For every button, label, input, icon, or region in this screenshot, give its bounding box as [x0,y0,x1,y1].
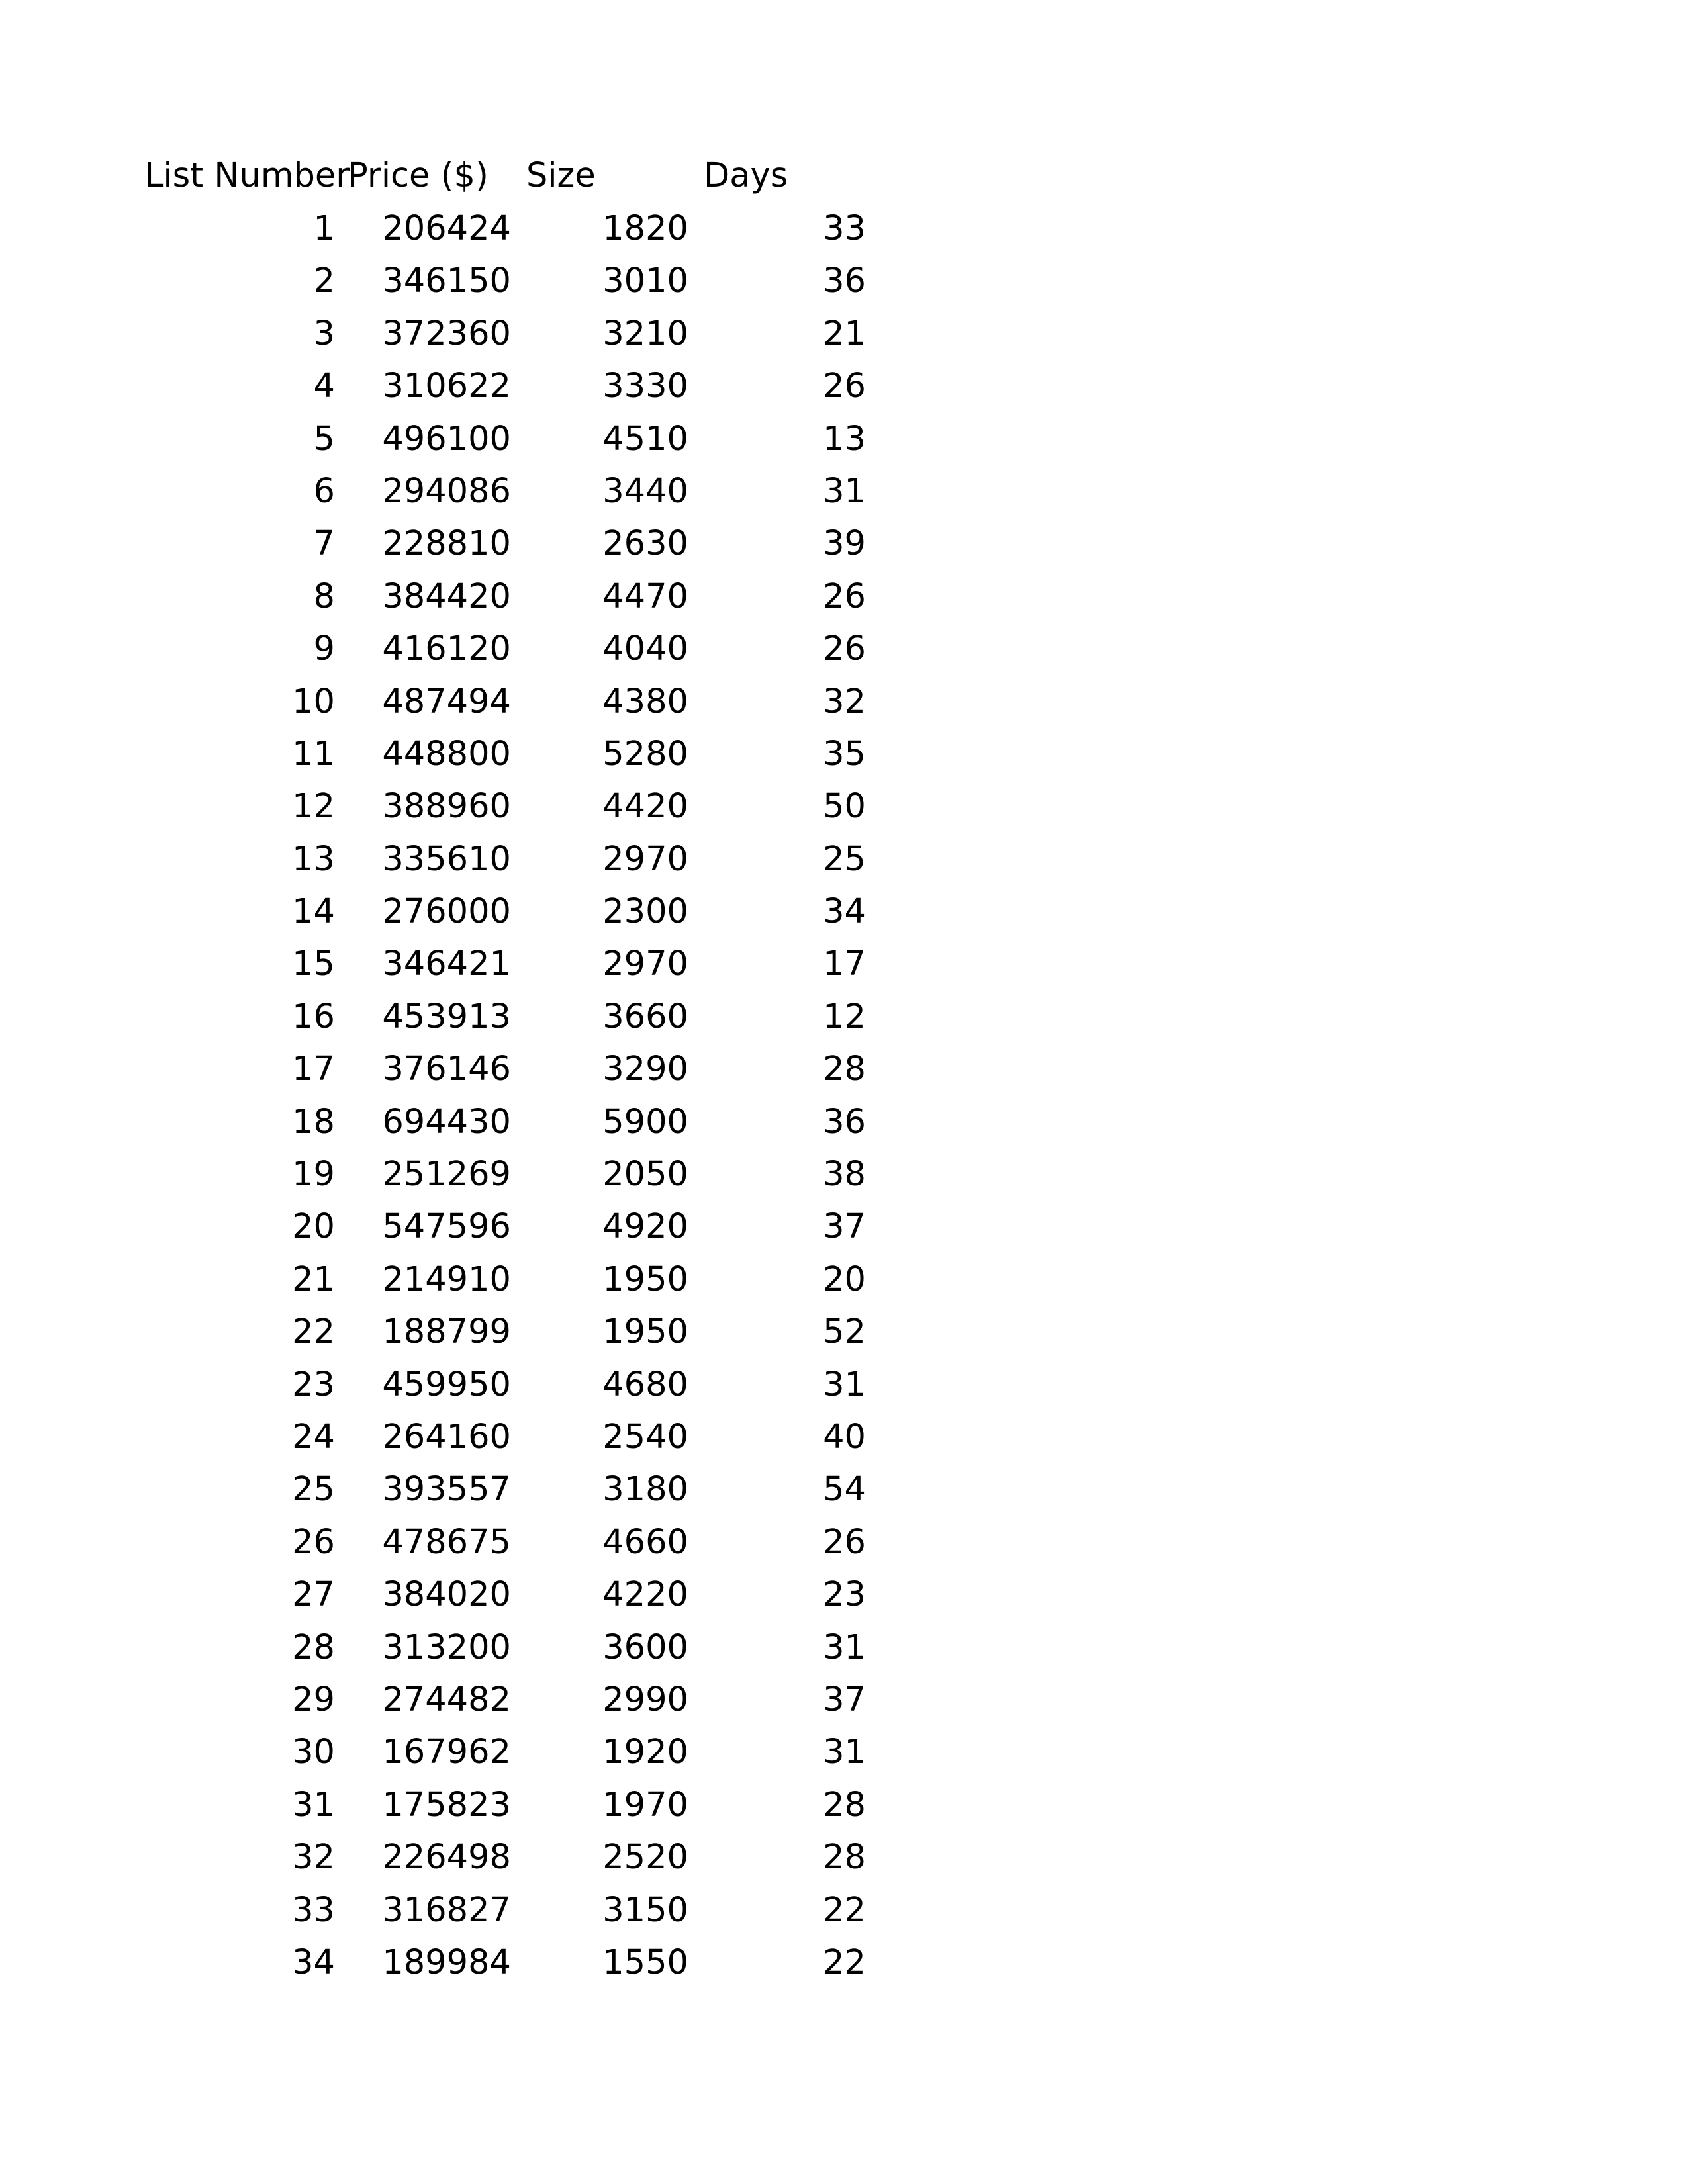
cell-size: 4380 [602,682,688,721]
cell-size: 1550 [602,1942,688,1982]
cell-price: 274482 [382,1680,511,1719]
table-row [0,1201,927,1253]
cell-price: 416120 [382,629,511,669]
cell-days: 32 [823,682,866,721]
cell-price: 487494 [382,682,511,721]
cell-days: 23 [823,1575,866,1615]
cell-days: 50 [823,787,866,827]
cell-price: 694430 [382,1102,511,1142]
cell-size: 4220 [602,1575,688,1615]
table-row [0,255,927,307]
cell-list-number: 7 [313,524,335,564]
cell-size: 4470 [602,576,688,616]
table-row [0,991,927,1043]
cell-list-number: 32 [292,1838,335,1878]
cell-list-number: 14 [292,892,335,932]
table-row [0,1674,927,1726]
cell-days: 28 [823,1785,866,1825]
table-row [0,203,927,255]
cell-price: 393557 [382,1470,511,1510]
cell-price: 388960 [382,787,511,827]
cell-price: 251269 [382,1155,511,1195]
cell-days: 26 [823,576,866,616]
cell-size: 3660 [602,997,688,1036]
cell-size: 2630 [602,524,688,564]
table-row [0,465,927,518]
cell-price: 459950 [382,1365,511,1404]
table-row [0,1569,927,1621]
cell-size: 2970 [602,839,688,879]
cell-list-number: 31 [292,1785,335,1825]
table-row [0,1516,927,1569]
header-size: Size [526,156,596,195]
cell-days: 22 [823,1942,866,1982]
cell-price: 346421 [382,944,511,984]
cell-price: 276000 [382,892,511,932]
table-row [0,728,927,780]
cell-size: 1950 [602,1259,688,1299]
cell-size: 4420 [602,787,688,827]
cell-price: 453913 [382,997,511,1036]
cell-days: 37 [823,1680,866,1719]
cell-list-number: 11 [292,734,335,774]
cell-price: 384020 [382,1575,511,1615]
cell-price: 189984 [382,1942,511,1982]
cell-price: 226498 [382,1838,511,1878]
table-row [0,360,927,412]
cell-list-number: 21 [292,1259,335,1299]
table-row [0,1306,927,1358]
cell-size: 1920 [602,1733,688,1772]
cell-price: 547596 [382,1207,511,1247]
cell-days: 31 [823,1733,866,1772]
cell-list-number: 18 [292,1102,335,1142]
cell-size: 3330 [602,367,688,406]
cell-list-number: 10 [292,682,335,721]
cell-list-number: 30 [292,1733,335,1772]
cell-list-number: 17 [292,1050,335,1089]
cell-list-number: 1 [313,209,335,248]
cell-list-number: 34 [292,1942,335,1982]
table-body [0,203,927,1989]
cell-days: 40 [823,1417,866,1457]
cell-days: 34 [823,892,866,932]
cell-size: 2300 [602,892,688,932]
cell-list-number: 9 [313,629,335,669]
cell-size: 5900 [602,1102,688,1142]
cell-size: 4040 [602,629,688,669]
cell-list-number: 19 [292,1155,335,1195]
cell-size: 4510 [602,419,688,459]
cell-size: 2970 [602,944,688,984]
table-row [0,1936,927,1989]
cell-price: 294086 [382,471,511,511]
cell-list-number: 3 [313,314,335,353]
cell-price: 316827 [382,1890,511,1930]
cell-size: 4660 [602,1522,688,1562]
cell-price: 206424 [382,209,511,248]
cell-list-number: 24 [292,1417,335,1457]
cell-list-number: 15 [292,944,335,984]
table-row [0,1726,927,1778]
cell-size: 2050 [602,1155,688,1195]
cell-size: 3600 [602,1627,688,1667]
table-row [0,1148,927,1201]
cell-price: 372360 [382,314,511,353]
cell-price: 264160 [382,1417,511,1457]
table-row [0,413,927,465]
table-row [0,1779,927,1831]
cell-size: 5280 [602,734,688,774]
cell-size: 1970 [602,1785,688,1825]
cell-price: 346150 [382,261,511,301]
cell-list-number: 8 [313,576,335,616]
cell-days: 22 [823,1890,866,1930]
cell-days: 37 [823,1207,866,1247]
cell-list-number: 6 [313,471,335,511]
cell-list-number: 25 [292,1470,335,1510]
cell-size: 3180 [602,1470,688,1510]
cell-list-number: 28 [292,1627,335,1667]
cell-list-number: 20 [292,1207,335,1247]
cell-list-number: 16 [292,997,335,1036]
cell-days: 12 [823,997,866,1036]
cell-list-number: 2 [313,261,335,301]
cell-days: 21 [823,314,866,353]
table-row [0,1096,927,1148]
table-row [0,1359,927,1411]
cell-days: 31 [823,1627,866,1667]
table-row [0,623,927,675]
cell-size: 4680 [602,1365,688,1404]
cell-days: 26 [823,1522,866,1562]
cell-days: 36 [823,261,866,301]
cell-list-number: 4 [313,367,335,406]
table-row [0,1831,927,1884]
cell-price: 448800 [382,734,511,774]
cell-price: 376146 [382,1050,511,1089]
cell-days: 36 [823,1102,866,1142]
cell-price: 310622 [382,367,511,406]
cell-list-number: 33 [292,1890,335,1930]
table-row [0,780,927,833]
cell-days: 26 [823,367,866,406]
cell-days: 39 [823,524,866,564]
cell-size: 3210 [602,314,688,353]
cell-size: 1950 [602,1312,688,1352]
cell-list-number: 13 [292,839,335,879]
table-row [0,1621,927,1674]
header-list-number: List Number [144,156,350,195]
cell-list-number: 12 [292,787,335,827]
cell-days: 20 [823,1259,866,1299]
cell-size: 1820 [602,209,688,248]
cell-list-number: 23 [292,1365,335,1404]
cell-price: 188799 [382,1312,511,1352]
cell-days: 31 [823,471,866,511]
table-row [0,676,927,728]
table-row [0,1884,927,1936]
cell-price: 175823 [382,1785,511,1825]
cell-days: 33 [823,209,866,248]
cell-price: 214910 [382,1259,511,1299]
table-row [0,308,927,360]
table-row [0,1411,927,1463]
table-row [0,938,927,990]
header-days: Days [704,156,788,195]
cell-days: 38 [823,1155,866,1195]
cell-size: 2520 [602,1838,688,1878]
table-row [0,1253,927,1306]
table-row [0,570,927,623]
cell-days: 28 [823,1050,866,1089]
table-row [0,1463,927,1516]
cell-days: 26 [823,629,866,669]
cell-days: 17 [823,944,866,984]
cell-list-number: 5 [313,419,335,459]
cell-size: 3440 [602,471,688,511]
cell-price: 228810 [382,524,511,564]
cell-size: 2540 [602,1417,688,1457]
cell-days: 13 [823,419,866,459]
cell-size: 3150 [602,1890,688,1930]
cell-price: 496100 [382,419,511,459]
cell-price: 478675 [382,1522,511,1562]
cell-days: 31 [823,1365,866,1404]
cell-price: 335610 [382,839,511,879]
header-price: Price ($) [348,156,489,195]
cell-days: 52 [823,1312,866,1352]
table-row [0,886,927,938]
table-row [0,1043,927,1095]
cell-size: 2990 [602,1680,688,1719]
cell-list-number: 26 [292,1522,335,1562]
cell-list-number: 29 [292,1680,335,1719]
cell-size: 3010 [602,261,688,301]
cell-days: 35 [823,734,866,774]
cell-days: 28 [823,1838,866,1878]
cell-size: 4920 [602,1207,688,1247]
cell-days: 25 [823,839,866,879]
cell-price: 384420 [382,576,511,616]
cell-size: 3290 [602,1050,688,1089]
cell-price: 313200 [382,1627,511,1667]
cell-list-number: 27 [292,1575,335,1615]
cell-days: 54 [823,1470,866,1510]
table-row [0,833,927,886]
cell-price: 167962 [382,1733,511,1772]
cell-list-number: 22 [292,1312,335,1352]
table-row [0,518,927,570]
